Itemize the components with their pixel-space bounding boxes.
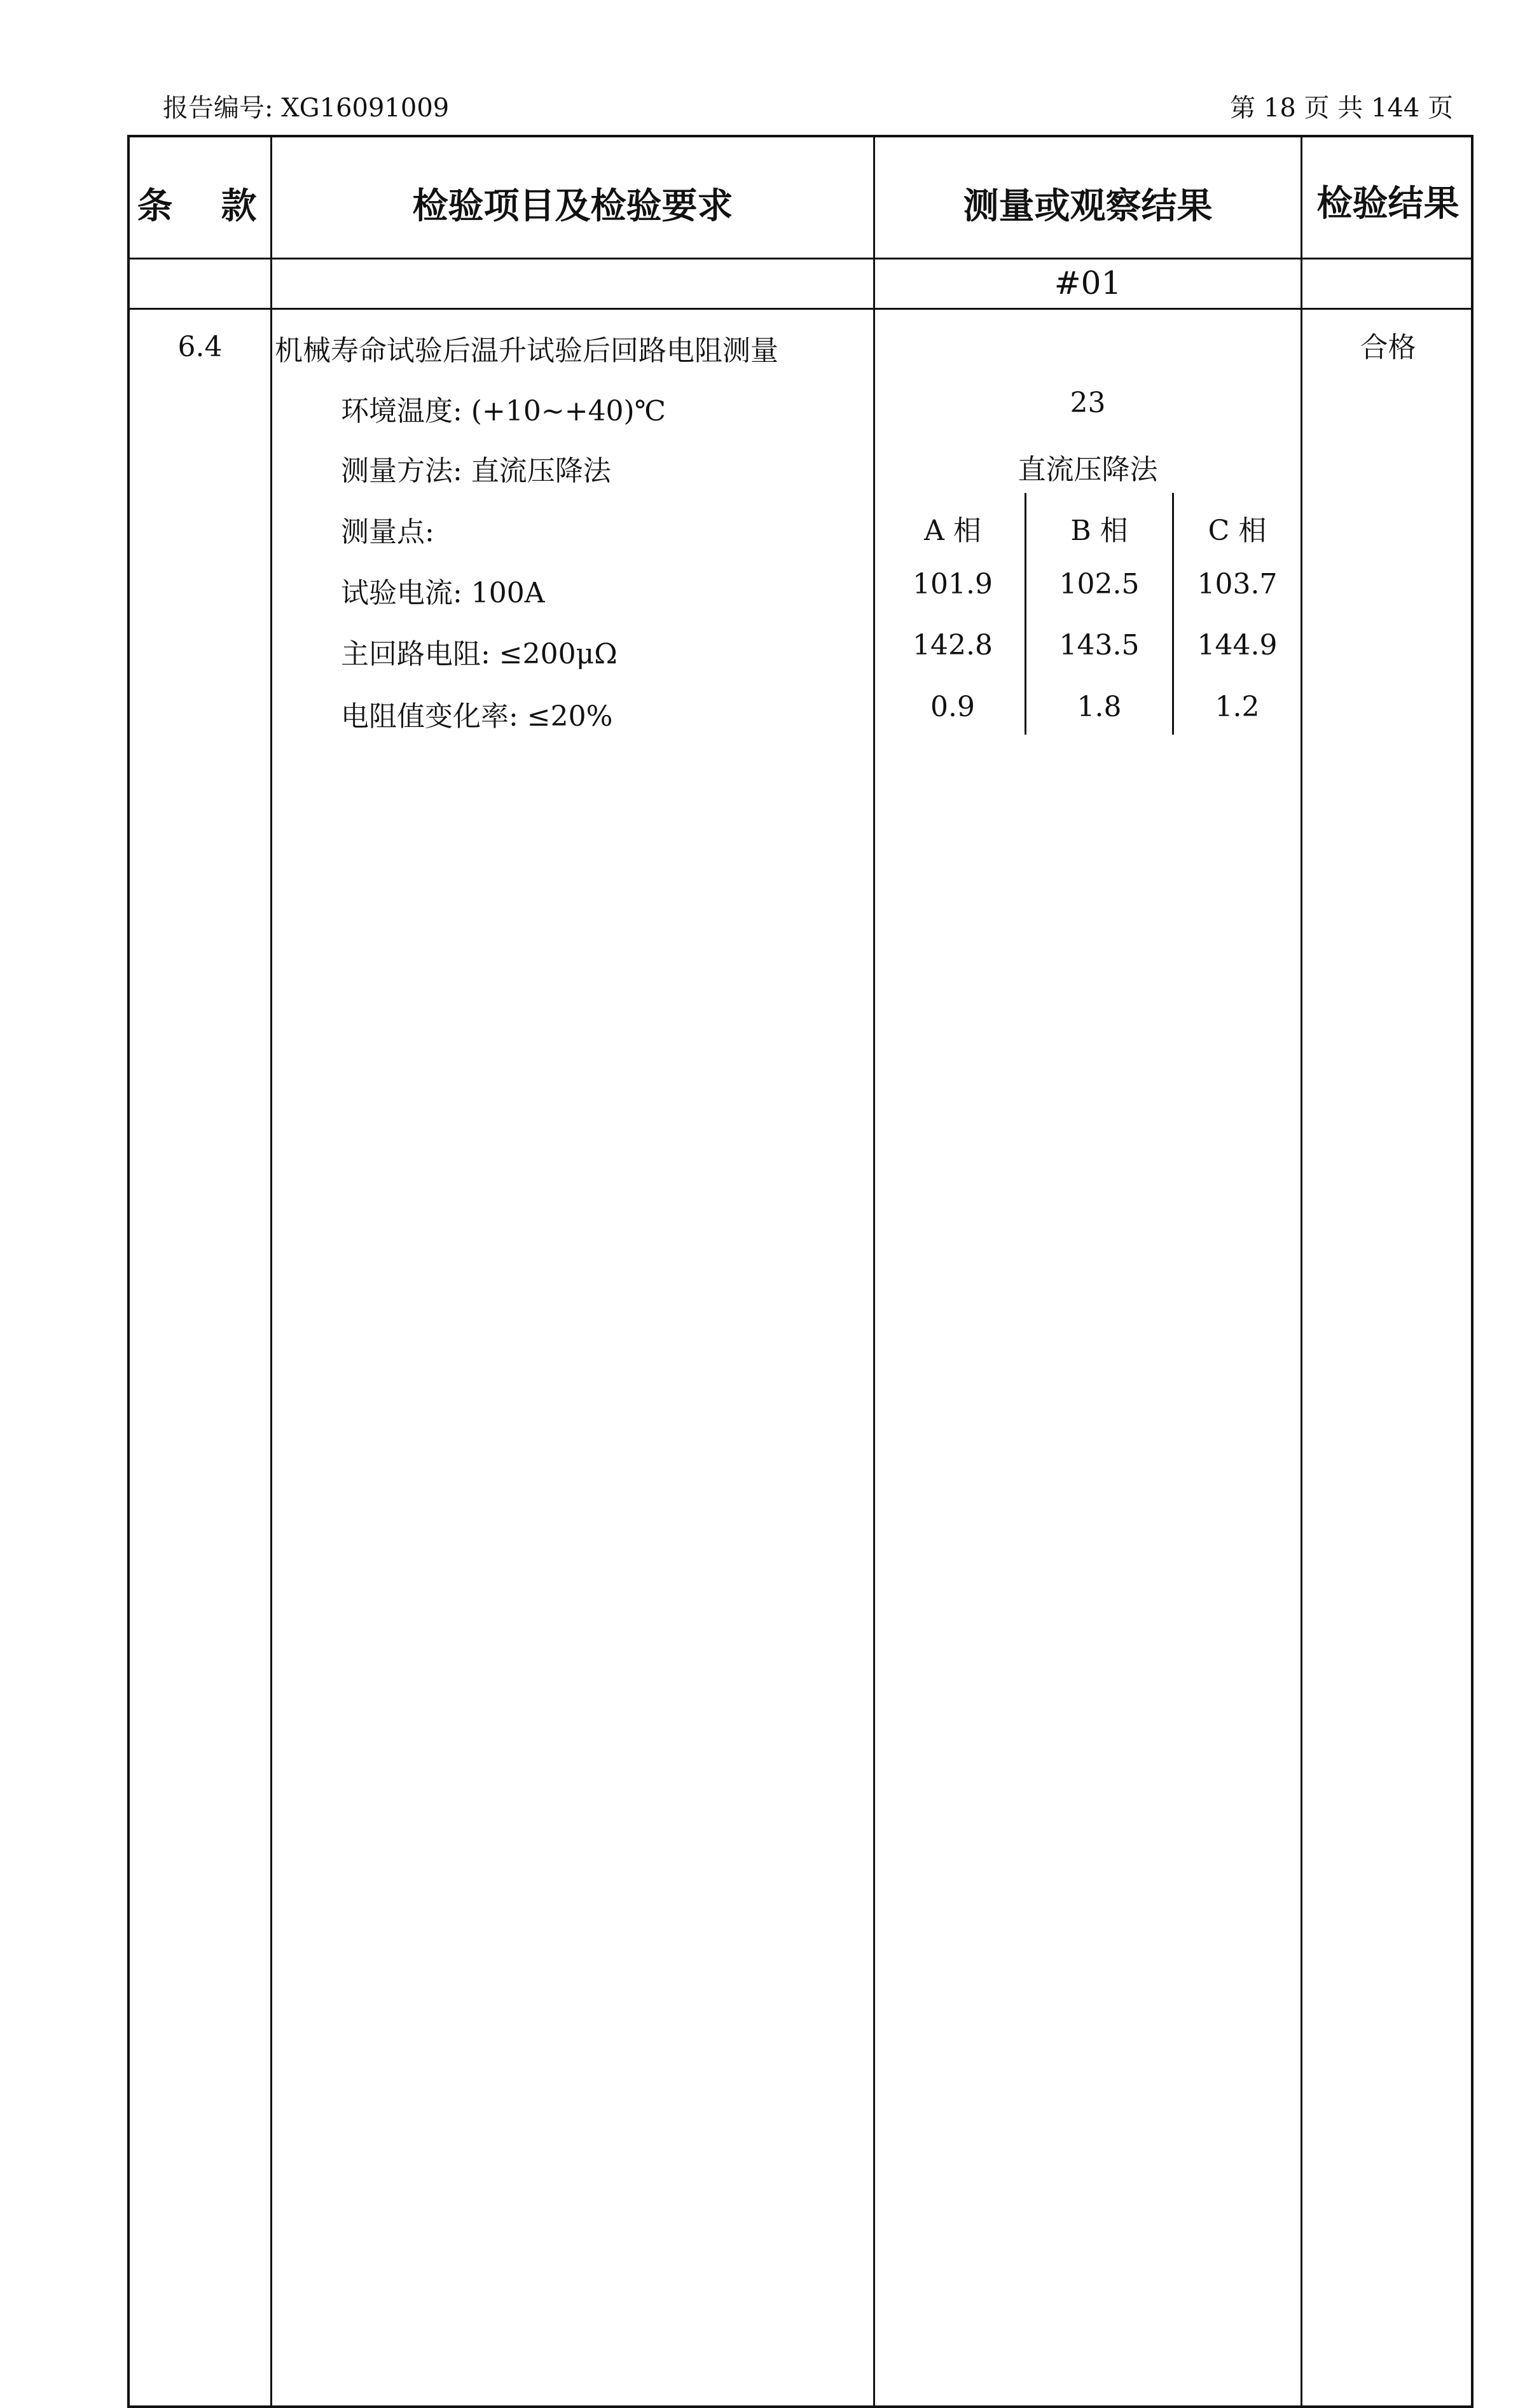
sample-id: #01	[1054, 265, 1122, 301]
report-number: 报告编号: XG16091009	[163, 93, 450, 123]
col-divider-1	[270, 135, 272, 2408]
phase-a-value: 0.9	[930, 691, 975, 723]
page-info: 第 18 页 共 144 页	[1230, 93, 1453, 123]
row-value: 直流压降法	[1018, 453, 1158, 486]
phase-c-value: 1.2	[1215, 691, 1260, 723]
clause-number: 6.4	[177, 331, 223, 363]
phase-b-value: 1.8	[1077, 691, 1122, 723]
result-value: 合格	[1360, 331, 1416, 364]
phase-c-value: 144.9	[1197, 629, 1278, 661]
col-header-item: 检验项目及检验要求	[412, 186, 733, 227]
row-label: 试验电流: 100A	[341, 577, 545, 609]
col-header-result: 检验结果	[1316, 183, 1460, 225]
col-header-clause: 条 款	[137, 186, 263, 227]
row-label: 主回路电阻: ≤200μΩ	[341, 638, 618, 670]
row-label: 测量方法: 直流压降法	[341, 455, 611, 487]
col-divider-3	[1301, 135, 1302, 2408]
col-header-measurement: 测量或观察结果	[963, 186, 1213, 227]
phase-a-header: A 相	[924, 515, 981, 547]
row-value: 23	[1070, 387, 1106, 419]
row-label: 电阻值变化率: ≤20%	[341, 700, 613, 733]
phase-c-value: 103.7	[1197, 568, 1278, 600]
phase-b-value: 102.5	[1059, 568, 1140, 600]
phase-a-value: 142.8	[913, 629, 993, 661]
header-divider	[127, 258, 1473, 259]
row-label: 测量点:	[341, 516, 434, 548]
phase-a-value: 101.9	[913, 568, 993, 600]
row-label: 环境温度: (+10~+40)℃	[341, 395, 666, 427]
item-title: 机械寿命试验后温升试验后回路电阻测量	[275, 335, 778, 367]
phase-c-header: C 相	[1208, 515, 1267, 547]
phase-b-header: B 相	[1070, 515, 1128, 547]
phase-b-value: 143.5	[1059, 629, 1140, 661]
sample-row-divider	[127, 308, 1473, 310]
